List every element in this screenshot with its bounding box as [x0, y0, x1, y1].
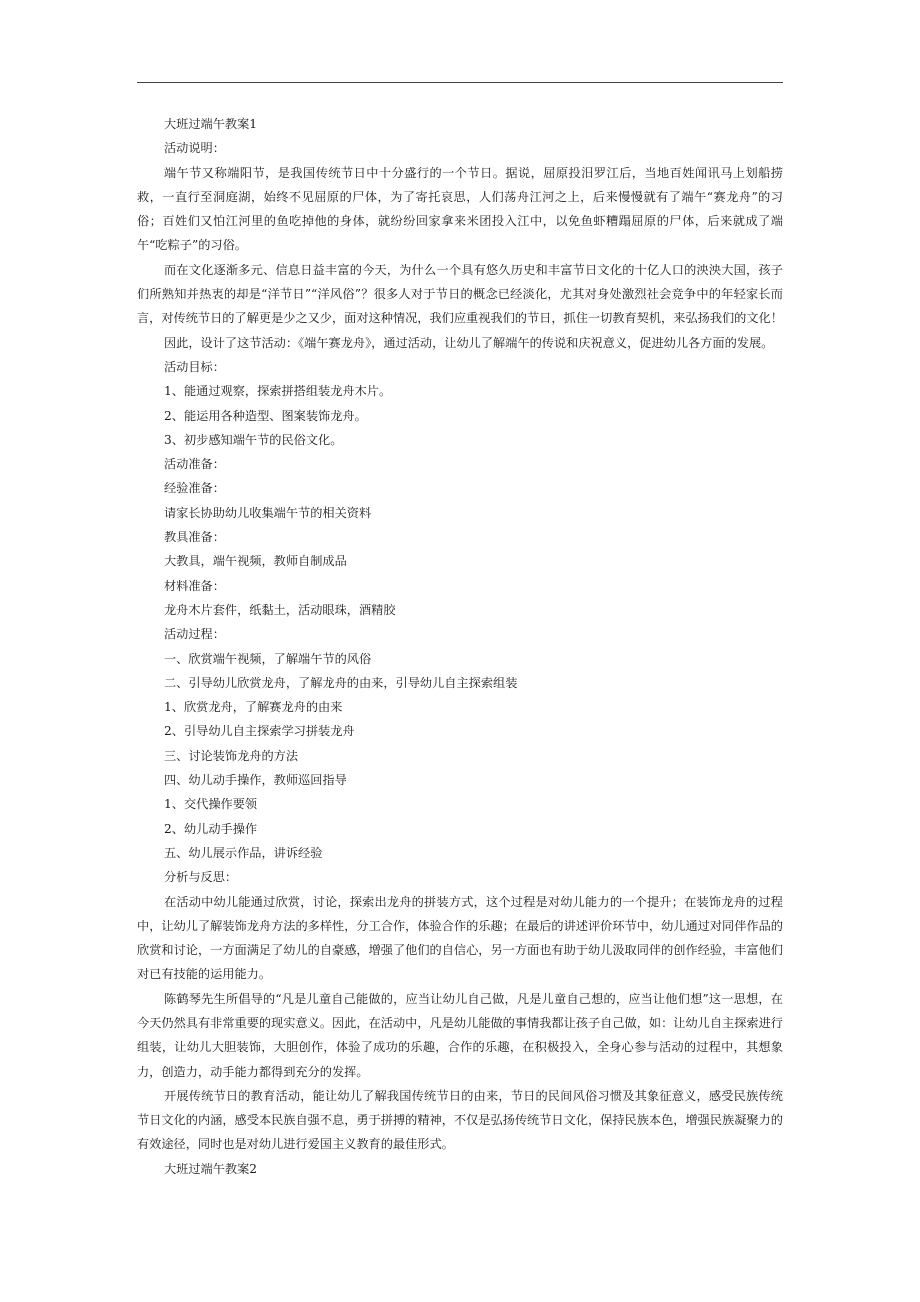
paragraph: 2、能运用各种造型、图案装饰龙舟。 [164, 408, 367, 423]
paragraph: 在活动中幼儿能通过欣赏，讨论，探索出龙舟的拼装方式，这个过程是对幼儿能力的一个提升；在装饰龙舟的过程中，让幼儿了解装饰龙舟方法的多样性，分工合作，体验合作的乐趣；在最后的讲述评价环节中，幼儿通过对同伴作品的欣赏和讨论，一方面满足了幼儿的自豪感，增强了他们的自信心，另一方面也有助于幼儿汲取同伴的创作经验，丰富他们对已有技能的运用能力。 [137, 894, 783, 982]
paragraph: 1、交代操作要领 [164, 797, 258, 812]
paragraph: 活动目标： [164, 359, 225, 374]
paragraph: 3、初步感知端午节的民俗文化。 [164, 432, 343, 447]
paragraph: 2、幼儿动手操作 [164, 821, 258, 836]
paragraph: 大班过端午教案2 [164, 1161, 258, 1176]
paragraph: 开展传统节日的教育活动，能让幼儿了解我国传统节日的由来，节日的民间风俗习惯及其象征意义，感受民族传统节日文化的内涵，感受本民族自强不息，勇于拼搏的精神，不仅是弘扬传统节日文化，保持民族本色，增强民族凝聚力的有效途径，同时也是对幼儿进行爱国主义教育的最佳形式。 [137, 1088, 783, 1152]
paragraph: 四、幼儿动手操作，教师巡回指导 [164, 773, 347, 788]
paragraph: 端午节又称端阳节，是我国传统节日中十分盛行的一个节日。据说，屈原投汨罗江后，当地百姓闻讯马上划船捞救，一直行至洞庭湖，始终不见屈原的尸体，为了寄托哀思，人们荡舟江河之上，后来慢慢就有了端午“赛龙舟”的习俗；百姓们又怕江河里的鱼吃掉他的身体，就纷纷回家拿来米团投入江中，以免鱼虾糟蹋屈原的尸体，后来就成了端午“吃粽子”的习俗。 [137, 165, 783, 253]
document-body [137, 112, 783, 1181]
paragraph: 分析与反思： [164, 870, 238, 885]
paragraph: 而在文化逐渐多元、信息日益丰富的今天，为什么一个具有悠久历史和丰富节日文化的十亿人口的泱泱大国，孩子们所熟知并热衷的却是“洋节日”“洋风俗”？很多人对于节日的概念已经淡化，尤其对身处激烈社会竞争中的年轻家长而言，对传统节日的了解更是少之又少，面对这种情况，我们应重视我们的节日，抓住一切教育契机，来弘扬我们的文化！ [137, 262, 783, 326]
paragraph: 龙舟木片套件，纸黏土，活动眼珠，酒精胶 [164, 602, 396, 617]
paragraph: 三、讨论装饰龙舟的方法 [164, 748, 299, 763]
paragraph: 活动过程： [164, 627, 225, 642]
paragraph: 大教具，端午视频，教师自制成品 [164, 554, 347, 569]
paragraph: 因此，设计了这节活动：《端午赛龙舟》，通过活动，让幼儿了解端午的传说和庆祝意义，促进幼儿各方面的发展。 [164, 335, 774, 350]
paragraph: 经验准备： [164, 481, 225, 496]
paragraph: 陈鹤琴先生所倡导的“凡是儿童自己能做的，应当让幼儿自己做，凡是儿童自己想的，应当让他们想”这一思想，在今天仍然具有非常重要的现实意义。因此，在活动中，凡是幼儿能做的事情我都让孩子自己做，如：让幼儿自主探索进行组装，让幼儿大胆装饰，大胆创作，体验了成功的乐趣，合作的乐趣，在积极投入，全身心参与活动的过程中，其想象力，创造力，动手能力都得到充分的发挥。 [137, 991, 783, 1079]
paragraph: 活动准备： [164, 457, 225, 472]
paragraph: 1、能通过观察，探索拼搭组装龙舟木片。 [164, 384, 392, 399]
paragraph: 教具准备： [164, 530, 225, 545]
paragraph: 请家长协助幼儿收集端午节的相关资料 [164, 505, 372, 520]
header-rule [137, 82, 783, 83]
paragraph: 活动说明： [164, 141, 225, 156]
paragraph: 2、引导幼儿自主探索学习拼装龙舟 [164, 724, 355, 739]
paragraph: 材料准备： [164, 578, 225, 593]
paragraph: 大班过端午教案1 [164, 117, 258, 131]
paragraph: 一、欣赏端午视频，了解端午节的风俗 [164, 651, 372, 666]
paragraph: 五、幼儿展示作品，讲诉经验 [164, 845, 323, 860]
paragraph: 二、引导幼儿欣赏龙舟，了解龙舟的由来，引导幼儿自主探索组装 [164, 675, 518, 690]
paragraph: 1、欣赏龙舟，了解赛龙舟的由来 [164, 700, 343, 715]
